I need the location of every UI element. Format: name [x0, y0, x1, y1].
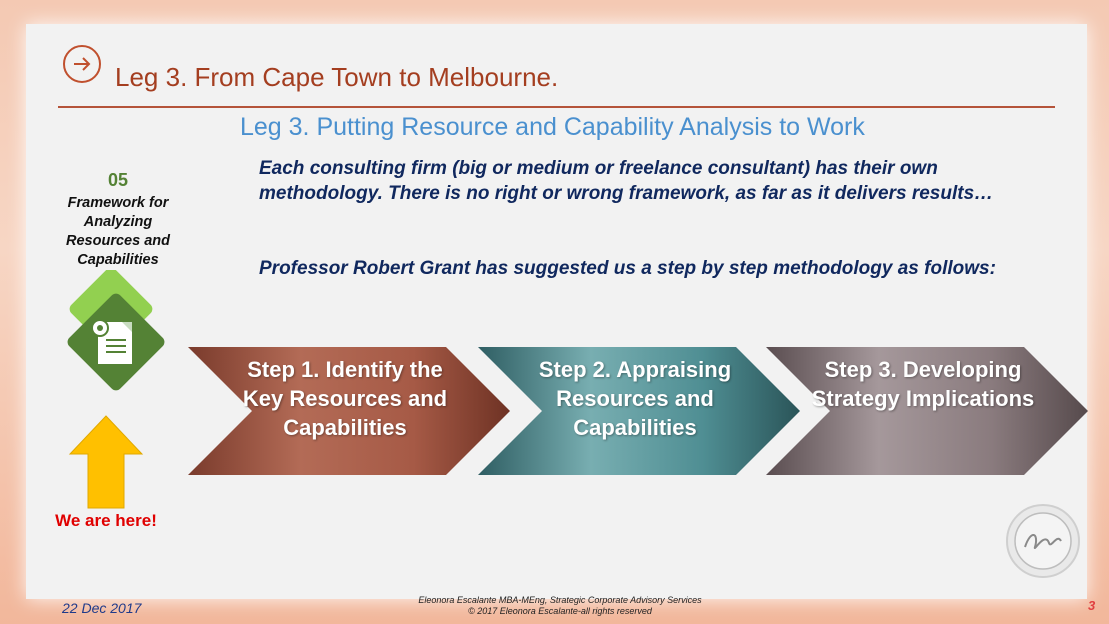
footer-date: 22 Dec 2017	[62, 600, 142, 616]
stage-number: 05	[107, 170, 129, 190]
title-divider	[58, 106, 1055, 108]
step-3-label: Step 3. Developing Strategy Implications	[811, 357, 1035, 411]
step-3-chevron	[762, 345, 1092, 477]
step-1-label: Step 1. Identify the Key Resources and Capabilities	[242, 357, 448, 440]
slide-title: Leg 3. From Cape Town to Melbourne.	[115, 62, 559, 92]
signature-seal-logo	[1005, 503, 1081, 579]
page-number: 3	[1088, 598, 1096, 613]
footer-line-1: Eleonora Escalante MBA-MEng, Strategic Corporate Advisory Services	[418, 595, 702, 605]
document-report-icon	[50, 270, 180, 400]
step-1-chevron	[184, 345, 514, 477]
footer-line-2: © 2017 Eleonora Escalante-all rights reserved	[468, 606, 652, 616]
footer-credits	[330, 595, 790, 617]
slide-panel	[26, 24, 1087, 599]
body-paragraph-2: Professor Robert Grant has suggested us a step by step methodology as follows:	[259, 258, 996, 279]
stage-label: Framework for Analyzing Resources and Capabilities	[66, 195, 170, 268]
arrow-up-icon	[68, 414, 144, 510]
body-paragraph-1: Each consulting firm (big or medium or freelance consultant) has their own methodology. There is no right or wrong framework, as far as it delivers results…	[259, 158, 994, 204]
slide-subtitle: Leg 3. Putting Resource and Capability Analysis to Work	[240, 113, 865, 141]
arrow-right-circle-icon	[63, 45, 101, 83]
step-2-label: Step 2. Appraising Resources and Capabilities	[538, 357, 732, 440]
step-2-chevron	[474, 345, 804, 477]
we-are-here-label: We are here!	[55, 511, 157, 530]
